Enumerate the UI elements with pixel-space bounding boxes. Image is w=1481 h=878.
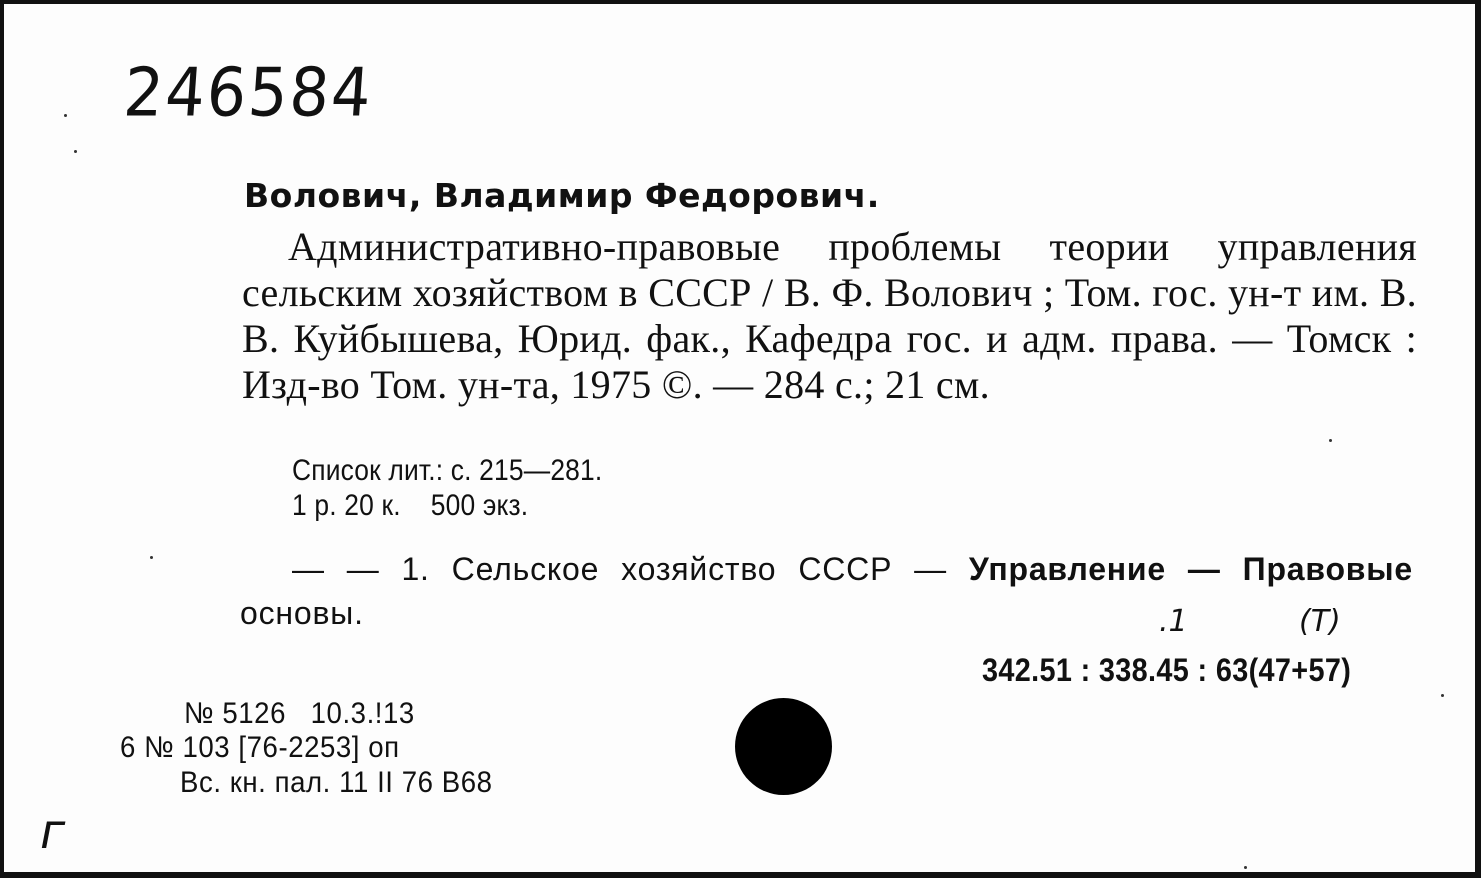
subject-heading — [240, 547, 1413, 635]
ink-speck — [74, 150, 77, 153]
ink-speck — [1329, 439, 1332, 442]
footer-order-number: 6 № 103 [76-2253] оп — [120, 731, 400, 764]
subject-tail: основы. — [240, 595, 364, 631]
ink-speck — [1441, 694, 1444, 697]
classification-index: 342.51 : 338.45 : 63(47+57) — [982, 652, 1352, 688]
handwritten-annotation-one: .1 — [1159, 604, 1188, 639]
handwritten-annotation-t: (Т) — [1299, 604, 1341, 639]
ink-speck — [64, 114, 67, 117]
subject-bold-part: Управление — Правовые — [968, 551, 1413, 587]
price-and-print-run: 1 р. 20 к. 500 экз. — [292, 489, 529, 522]
bibliographic-description: Административно-правовые проблемы теории управления сельским хозяйством в СССР / В. Ф. Волович ; Том. гос. ун-т им. В. В. Куйбышева, Юрид. фак., Кафедра гос. и адм. права. — Томск : Изд-во Том. ун-та, 1975 ©. — 284 с.; 21 см. — [242, 224, 1417, 407]
footer-chamber-imprint: Вс. кн. пал. 11 II 76 В68 — [180, 766, 493, 799]
bibliography-note: Список лит.: с. 215—281. — [292, 454, 603, 487]
corner-handwritten-mark: г — [40, 804, 66, 860]
punch-hole — [735, 698, 832, 795]
ink-speck — [1244, 866, 1247, 869]
subject-prefix: — — 1. Сельское хозяйство СССР — — [292, 551, 969, 587]
ink-speck — [150, 556, 153, 559]
author-heading: Волович, Владимир Федорович. — [244, 176, 880, 215]
handwritten-inventory-number: 246584 — [121, 53, 376, 132]
footer-card-number: № 5126 10.3.!13 — [184, 697, 415, 730]
